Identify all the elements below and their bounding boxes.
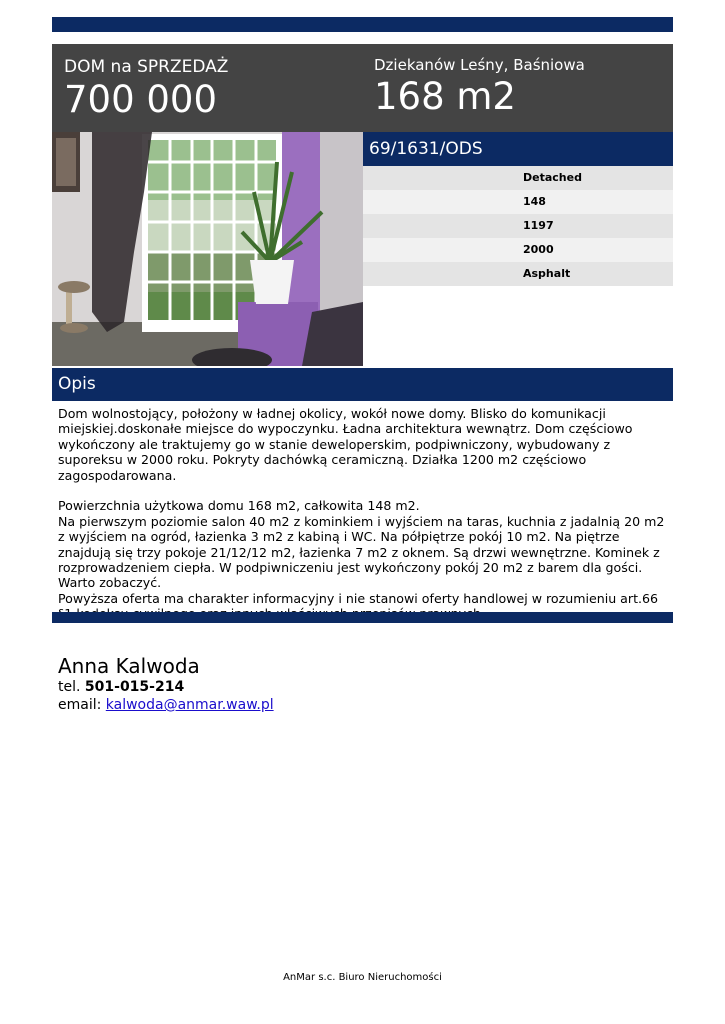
price: 700 000 [64, 78, 218, 121]
footer-company: AnMar s.c. Biuro Nieruchomości [283, 972, 442, 983]
location: Dziekanów Leśny, Baśniowa [374, 56, 585, 74]
email-link[interactable]: kalwoda@anmar.waw.pl [105, 697, 274, 713]
phone-label: tel. [58, 679, 81, 695]
header-right [374, 55, 585, 119]
bottom-brand-bar [52, 612, 673, 623]
description-text: Dom wolnostojący, położony w ładnej okolicy, wokół nowe domy. Blisko do komunikacji miejskiej.doskonałe miejsce do wypoczynku. Ładna architektura wewnątrz. Dom częściowo wykończony ale traktujemy go w stanie deweloperskim, podpiwniczony, wybudowany z suporeksu w 2000 roku. Pokryty dachówką ceramiczną. Działka 1200 m2 częściowo zagospodarowana. Powierzchnia użytkowa domu 168 m2, całkowita 148 m2. Na pierwszym poziomie salon 40 m2 z kominkiem i wyjściem na taras, kuchnia z jadalnią 20 m2 z wyjściem na ogród, łazienka 3 m2 z kabiną i WC. Na półpiętrze pokój 10 m2. Na piętrze znajdują się trzy pokoje 21/12/12 m2, łazienka 7 m2 z oknem. Są drzwi wewnętrzne. Kominek z rozprowadzeniem ciepła. W podpiwniczeniu jest wykończony pokój 20 m2 z barem dla gości. Warto zobaczyć. Powyższa oferta ma charakter informacyjny i nie stanowi oferty handlowej w rozumieniu art.66 [58, 406, 665, 606]
reference-bar [363, 132, 673, 166]
email-label: email: [58, 697, 102, 713]
reference-number: 69/1631/ODS [369, 139, 483, 159]
property-photo-illustration [52, 132, 363, 366]
area: 168 m2 [374, 75, 516, 118]
property-photo [52, 132, 363, 366]
listing-header [52, 44, 673, 132]
property-row-type: Detached [363, 166, 673, 190]
agent-phone-line [58, 678, 274, 696]
agent-email-line [58, 696, 274, 714]
agent-name: Anna Kalwoda [58, 654, 200, 678]
property-row-area: 148 [363, 190, 673, 214]
top-brand-bar [52, 17, 673, 32]
header-left [64, 56, 228, 122]
offer-type: DOM na SPRZEDAŻ [64, 57, 229, 77]
property-row-road: Asphalt [363, 262, 673, 286]
description-heading-bar [52, 368, 673, 401]
description-section [58, 406, 666, 622]
property-details-table [363, 166, 673, 286]
property-row-year: 2000 [363, 238, 673, 262]
property-row-plot: 1197 [363, 214, 673, 238]
description-heading: Opis [58, 374, 96, 394]
phone-number: 501-015-214 [84, 679, 185, 695]
agent-contact [58, 654, 274, 714]
